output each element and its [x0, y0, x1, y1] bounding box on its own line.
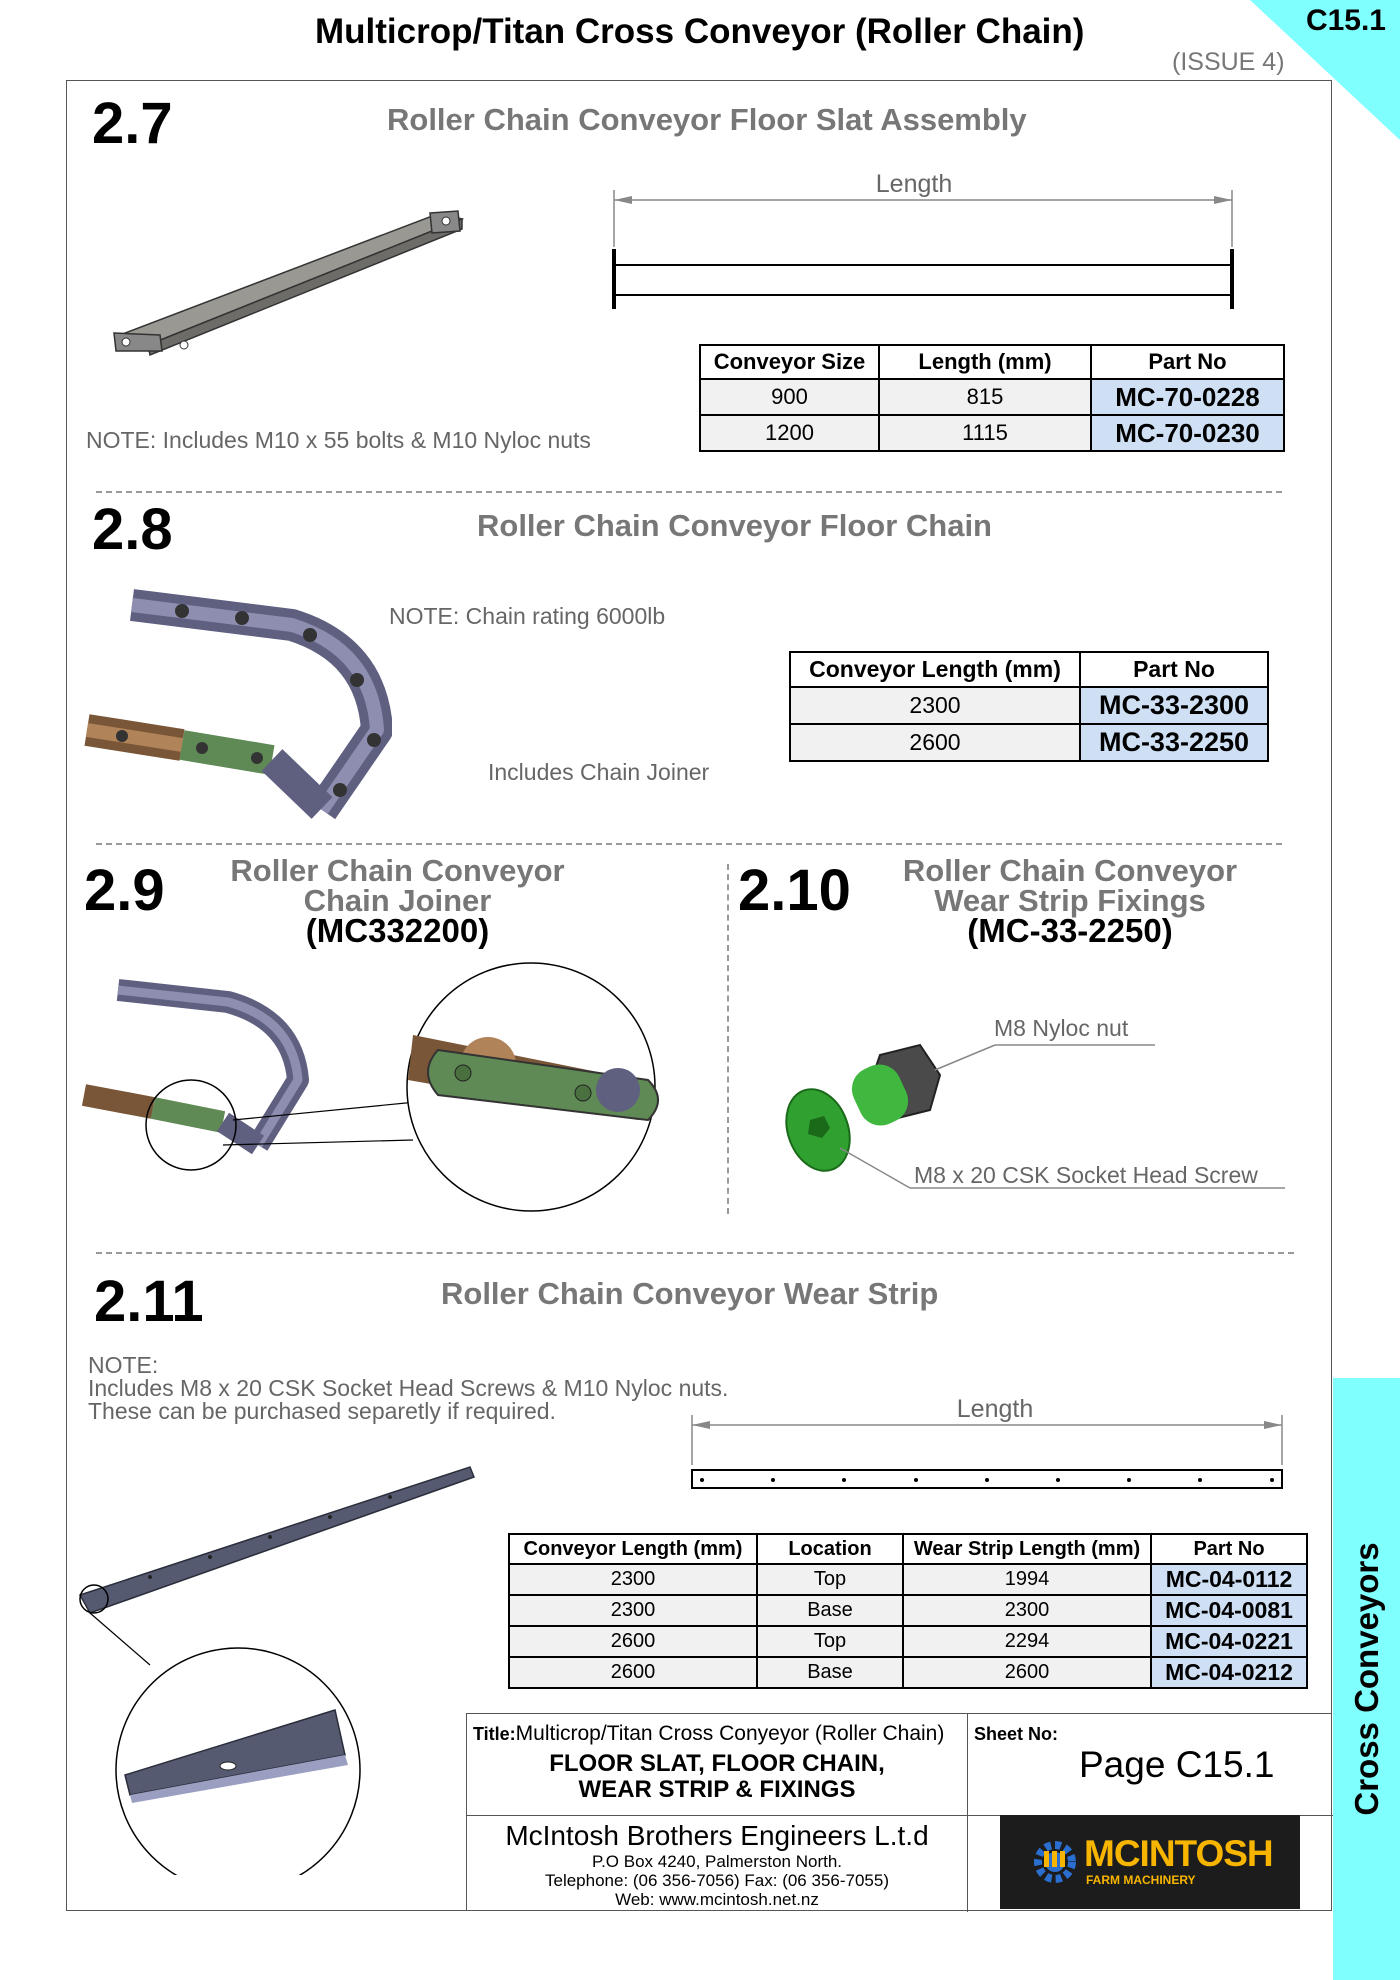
- section-divider-vertical: [727, 864, 729, 1214]
- table-cell: 2600: [509, 1626, 757, 1657]
- company-info: [467, 1820, 967, 1909]
- logo-text: MCINTOSH: [1084, 1833, 1273, 1874]
- section-2-8-title: Roller Chain Conveyor Floor Chain: [477, 508, 992, 543]
- company-phone: Telephone: (06 356-7056) Fax: (06 356-7055): [544, 1871, 889, 1890]
- column-header: Conveyor Length (mm): [790, 652, 1080, 687]
- part-number: MC-70-0230: [1091, 415, 1284, 451]
- part-number: MC-04-0081: [1151, 1595, 1307, 1626]
- table-cell: 1115: [879, 415, 1091, 451]
- wear-strip-illustration: [70, 1455, 490, 1875]
- section-2-11-number: 2.11: [94, 1269, 204, 1334]
- part-number: MC-04-0212: [1151, 1657, 1307, 1688]
- section-divider: [96, 491, 1282, 493]
- floor-slat-illustration: [100, 195, 480, 370]
- note-line: These can be purchased separetly if required.: [88, 1398, 556, 1424]
- chain-joiner-illustration: [78, 960, 668, 1220]
- title-line: Wear Strip Fixings: [934, 883, 1206, 918]
- column-header: Location: [757, 1534, 903, 1564]
- table-row: [509, 1564, 1307, 1595]
- table-cell: 815: [879, 379, 1091, 415]
- table-header-row: [790, 652, 1268, 687]
- table-cell: 2600: [509, 1657, 757, 1688]
- part-code: (MC-33-2250): [967, 912, 1173, 949]
- table-header-row: [700, 345, 1284, 379]
- sheet-label: Sheet No:: [974, 1724, 1059, 1744]
- table-row: [509, 1657, 1307, 1688]
- column-header: Conveyor Size: [700, 345, 879, 379]
- table-cell: 2600: [903, 1657, 1151, 1688]
- chain-parts-table: [789, 651, 1269, 762]
- note-line: Includes M8 x 20 CSK Socket Head Screws & M10 Nyloc nuts.: [88, 1375, 729, 1401]
- company-name: McIntosh Brothers Engineers L.t.d: [505, 1820, 929, 1851]
- section-2-9-title: [225, 853, 570, 949]
- title-field: [473, 1722, 944, 1746]
- table-cell: 900: [700, 379, 879, 415]
- page-title: Multicrop/Titan Cross Conveyor (Roller Chain): [315, 12, 1085, 51]
- company-logo: [1000, 1815, 1300, 1909]
- chain-rating-note: NOTE: Chain rating 6000lb: [389, 603, 666, 629]
- part-number: MC-33-2250: [1080, 724, 1268, 761]
- section-2-7-title: Roller Chain Conveyor Floor Slat Assembly: [387, 102, 1027, 137]
- slat-length-label: Length: [875, 170, 953, 198]
- table-row: [790, 687, 1268, 724]
- part-number: MC-33-2300: [1080, 687, 1268, 724]
- issue-label: (ISSUE 4): [1172, 48, 1285, 76]
- table-cell: 2300: [790, 687, 1080, 724]
- section-2-10-number: 2.10: [738, 858, 851, 923]
- table-cell: Base: [757, 1657, 903, 1688]
- section-2-7-note: NOTE: Includes M10 x 55 bolts & M10 Nyloc nuts: [86, 427, 591, 453]
- table-cell: 2300: [509, 1595, 757, 1626]
- subtitle-line: FLOOR SLAT, FLOOR CHAIN,: [549, 1750, 885, 1777]
- sidebar-tab: [1333, 1378, 1400, 1980]
- table-row: [700, 415, 1284, 451]
- column-header: Length (mm): [879, 345, 1091, 379]
- title-line: Roller Chain Conveyor: [230, 853, 565, 888]
- part-number: MC-04-0112: [1151, 1564, 1307, 1595]
- table-cell: 1994: [903, 1564, 1151, 1595]
- table-cell: 2600: [790, 724, 1080, 761]
- title-value: Multicrop/Titan Cross Conyeyor (Roller Chain): [515, 1722, 945, 1745]
- page-code: C15.1: [1305, 4, 1386, 37]
- table-cell: Top: [757, 1626, 903, 1657]
- title-label: Title:: [473, 1724, 516, 1744]
- subtitle-line: WEAR STRIP & FIXINGS: [578, 1776, 856, 1803]
- section-2-11-note: [88, 1354, 728, 1423]
- table-row: [509, 1626, 1307, 1657]
- part-number: MC-70-0228: [1091, 379, 1284, 415]
- gear-icon: [1030, 1837, 1080, 1887]
- section-2-10-title: [885, 853, 1255, 949]
- title-line: Chain Joiner: [303, 883, 492, 918]
- section-divider: [96, 1252, 1294, 1254]
- sidebar-label: Cross Conveyors: [1347, 1542, 1385, 1816]
- section-2-11-title: Roller Chain Conveyor Wear Strip: [441, 1276, 939, 1311]
- slat-parts-table: [699, 344, 1285, 452]
- table-row: [790, 724, 1268, 761]
- column-header: Wear Strip Length (mm): [903, 1534, 1151, 1564]
- title-line: Roller Chain Conveyor: [902, 853, 1238, 888]
- sheet-value: Page C15.1: [1079, 1744, 1275, 1785]
- floor-chain-illustration: [82, 580, 392, 820]
- section-2-9-number: 2.9: [84, 858, 165, 923]
- table-cell: Top: [757, 1564, 903, 1595]
- wear-strip-parts-table: [508, 1533, 1308, 1689]
- table-cell: 2300: [903, 1595, 1151, 1626]
- table-row: [509, 1595, 1307, 1626]
- note-line: NOTE:: [88, 1352, 159, 1378]
- table-cell: 2300: [509, 1564, 757, 1595]
- table-row: [700, 379, 1284, 415]
- logo-subtext: FARM MACHINERY: [1086, 1873, 1196, 1887]
- table-header-row: [509, 1534, 1307, 1564]
- section-2-8-number: 2.8: [92, 497, 173, 562]
- screw-label: M8 x 20 CSK Socket Head Screw: [914, 1162, 1258, 1188]
- title-block-divider: [967, 1714, 968, 1912]
- column-header: Part No: [1091, 345, 1284, 379]
- nut-label: M8 Nyloc nut: [994, 1015, 1129, 1041]
- table-cell: Base: [757, 1595, 903, 1626]
- drawing-subtitle: [467, 1751, 967, 1803]
- part-number: MC-04-0221: [1151, 1626, 1307, 1657]
- column-header: Conveyor Length (mm): [509, 1534, 757, 1564]
- column-header: Part No: [1151, 1534, 1307, 1564]
- table-cell: 2294: [903, 1626, 1151, 1657]
- part-code: (MC332200): [305, 912, 490, 949]
- section-divider: [96, 843, 1282, 845]
- company-web: Web: www.mcintosh.net.nz: [615, 1890, 819, 1909]
- chain-joiner-note: Includes Chain Joiner: [488, 759, 710, 785]
- company-address: P.O Box 4240, Palmerston North.: [591, 1852, 843, 1871]
- section-2-7-number: 2.7: [92, 91, 173, 156]
- wear-strip-length-label: Length: [956, 1395, 1034, 1423]
- table-cell: 1200: [700, 415, 879, 451]
- column-header: Part No: [1080, 652, 1268, 687]
